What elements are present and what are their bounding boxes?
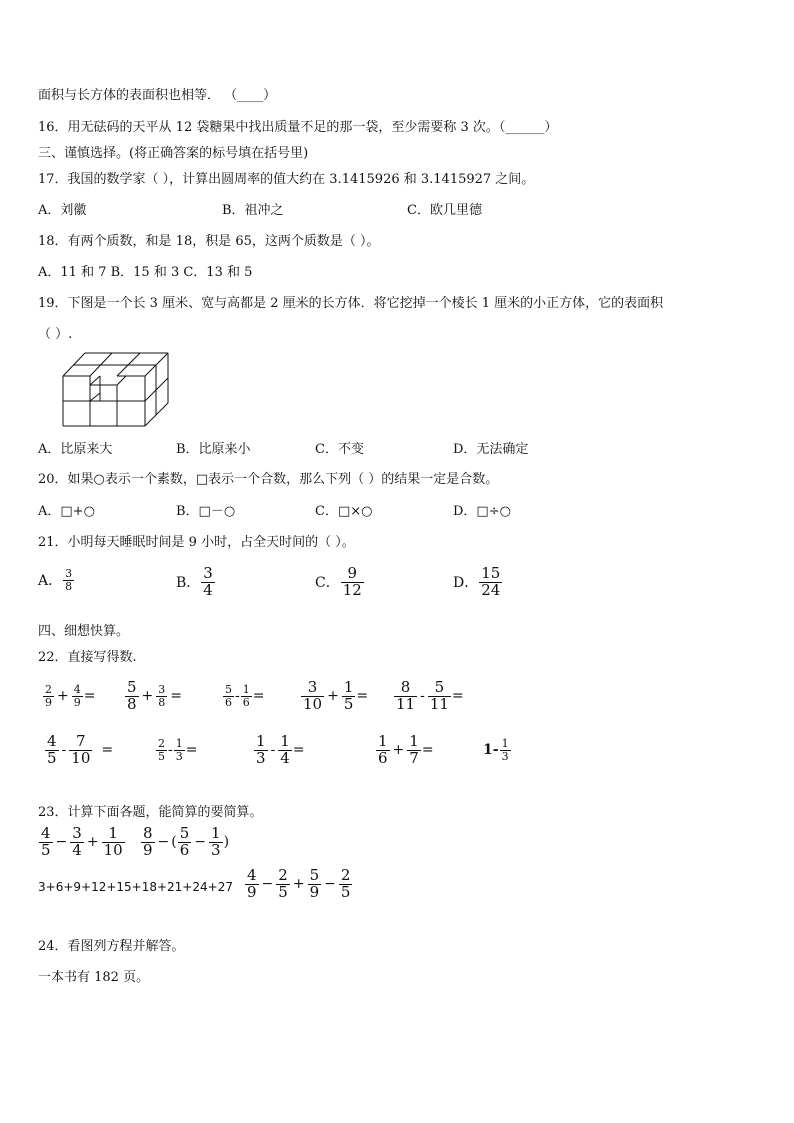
q20-option-d: D．□÷○ bbox=[453, 504, 511, 519]
section-3-heading: 三、谨慎选择。(将正确答案的标号填在括号里) bbox=[38, 146, 309, 161]
operator: + bbox=[292, 876, 305, 893]
operator: − bbox=[55, 834, 68, 851]
operator: + bbox=[141, 688, 154, 705]
denominator: 6 bbox=[225, 695, 232, 709]
right-paren: ) bbox=[223, 834, 230, 851]
denominator: 10 bbox=[103, 840, 123, 859]
operator: − bbox=[157, 834, 170, 851]
q22-expression-10 bbox=[483, 738, 512, 762]
numerator: 1 bbox=[409, 732, 419, 750]
question-19: 19．下图是一个长 3 厘米、宽与高都是 2 厘米的长方体．将它挖掉一个棱长 1 厘米的小正方体，它的表面积 bbox=[38, 296, 664, 311]
q23-expression-b bbox=[140, 826, 229, 859]
numerator: 3 bbox=[307, 678, 318, 696]
denominator: 11 bbox=[429, 694, 449, 713]
numerator: 2 bbox=[278, 866, 288, 884]
q23-expression-d bbox=[244, 868, 353, 901]
numerator: 4 bbox=[47, 732, 57, 750]
q22-expression-8 bbox=[253, 734, 305, 767]
question-24: 24．看图列方程并解答。 bbox=[38, 939, 185, 954]
equals-sign: = bbox=[292, 742, 305, 759]
numerator: 2 bbox=[45, 683, 52, 696]
numerator: 1 bbox=[175, 737, 183, 750]
denominator: 6 bbox=[242, 695, 250, 709]
fraction-denominator: 24 bbox=[481, 580, 501, 599]
fraction-denominator: 4 bbox=[203, 580, 213, 599]
denominator: 9 bbox=[143, 840, 153, 859]
denominator: 3 bbox=[175, 749, 183, 763]
option-label: A． bbox=[38, 573, 63, 590]
numerator: 1 bbox=[378, 732, 388, 750]
question-21: 21．小明每天睡眠时间是 9 小时，占全天时间的（ ）。 bbox=[38, 535, 355, 550]
denominator: 5 bbox=[158, 749, 165, 763]
denominator: 10 bbox=[303, 694, 323, 713]
denominator: 6 bbox=[179, 840, 190, 859]
left-paren: ( bbox=[171, 834, 177, 851]
numerator: 5 bbox=[434, 678, 445, 696]
denominator: 3 bbox=[211, 840, 221, 859]
q22-expression-7 bbox=[155, 738, 197, 762]
fraction-numerator: 3 bbox=[65, 567, 73, 580]
denominator: 5 bbox=[340, 882, 351, 901]
numerator: 3 bbox=[72, 824, 82, 842]
operator: + bbox=[86, 834, 99, 851]
numerator: 1 bbox=[211, 824, 221, 842]
fraction-numerator: 3 bbox=[203, 564, 213, 582]
denominator: 5 bbox=[47, 748, 57, 767]
numerator: 4 bbox=[247, 866, 257, 884]
numerator: 2 bbox=[340, 866, 351, 884]
equals-sign: = bbox=[185, 742, 198, 759]
numerator: 1 bbox=[108, 824, 118, 842]
q21-option-d bbox=[453, 566, 503, 599]
operator: - bbox=[61, 742, 67, 759]
equals-sign: = bbox=[451, 688, 464, 705]
numerator: 4 bbox=[41, 824, 51, 842]
numerator: 8 bbox=[400, 678, 411, 696]
equals-sign: = bbox=[83, 688, 96, 705]
q22-expression-1 bbox=[42, 684, 95, 708]
denominator: 3 bbox=[501, 749, 509, 763]
numerator: 5 bbox=[225, 683, 232, 696]
q17-option-a: A．刘徽 bbox=[38, 203, 87, 218]
numerator: 1 bbox=[256, 732, 266, 750]
numerator: 8 bbox=[143, 824, 153, 842]
q21-option-b bbox=[176, 566, 216, 599]
question-19-blank: （ ）. bbox=[38, 327, 73, 342]
q22-expression-3 bbox=[222, 684, 264, 708]
numerator: 2 bbox=[158, 737, 165, 750]
numerator: 5 bbox=[309, 866, 320, 884]
q23-expression-a bbox=[38, 826, 126, 859]
fraction-denominator: 12 bbox=[342, 580, 362, 599]
numerator: 1 bbox=[242, 683, 250, 696]
section-4-heading: 四、细想快算。 bbox=[38, 624, 130, 639]
equals-sign: = bbox=[356, 688, 369, 705]
fraction-numerator: 15 bbox=[481, 564, 501, 582]
denominator: 5 bbox=[343, 694, 354, 713]
denominator: 8 bbox=[127, 694, 137, 713]
operator: − bbox=[261, 876, 274, 893]
question-16: 16．用无砝码的天平从 12 袋糖果中找出质量不足的那一袋，至少需要称 3 次。（______） bbox=[38, 120, 558, 135]
q19-option-d: D．无法确定 bbox=[453, 442, 529, 457]
q23-expression-c: 3+6+9+12+15+18+21+24+27 bbox=[38, 880, 233, 894]
book-pages-text: 一本书有 182 页。 bbox=[38, 970, 150, 985]
denominator: 10 bbox=[71, 748, 91, 767]
operator: + bbox=[57, 688, 69, 705]
operator: − bbox=[324, 876, 336, 893]
q22-expression-4 bbox=[300, 680, 368, 713]
denominator: 11 bbox=[396, 694, 416, 713]
denominator: 5 bbox=[278, 882, 288, 901]
denominator: 6 bbox=[378, 748, 388, 767]
denominator: 4 bbox=[72, 840, 82, 859]
denominator: 7 bbox=[409, 748, 419, 767]
q22-expression-2 bbox=[124, 680, 184, 713]
operator: - bbox=[420, 688, 425, 705]
q17-option-c: C．欧几里德 bbox=[407, 203, 482, 218]
fraction-numerator: 9 bbox=[347, 564, 358, 582]
q21-option-c bbox=[315, 566, 365, 599]
q19-option-c: C．不变 bbox=[315, 442, 364, 457]
operator: + bbox=[392, 742, 405, 759]
denominator: 9 bbox=[45, 695, 52, 709]
q20-option-b: B．□－○ bbox=[176, 504, 236, 519]
operator: - bbox=[235, 688, 240, 705]
q20-option-c: C．□×○ bbox=[315, 504, 373, 519]
denominator: 9 bbox=[309, 882, 320, 901]
fraction-denominator: 8 bbox=[65, 579, 73, 593]
denominator: 9 bbox=[247, 882, 257, 901]
operator: - bbox=[270, 742, 276, 759]
q17-option-b: B．祖冲之 bbox=[222, 203, 284, 218]
operator: - bbox=[168, 742, 173, 759]
option-label: C． bbox=[315, 575, 340, 592]
question-17: 17．我国的数学家（ ），计算出圆周率的值大约在 3.1415926 和 3.1415927 之间。 bbox=[38, 172, 535, 187]
q19-option-b: B．比原来小 bbox=[176, 442, 251, 457]
q22-expression-5 bbox=[393, 680, 464, 713]
numerator: 4 bbox=[73, 683, 81, 696]
equals-sign: = bbox=[421, 742, 434, 759]
question-22: 22．直接写得数. bbox=[38, 650, 137, 665]
equals-sign: = bbox=[170, 688, 183, 705]
denominator: 5 bbox=[41, 840, 51, 859]
numerator: 1 bbox=[280, 732, 290, 750]
question-23: 23．计算下面各题，能简算的要简算。 bbox=[38, 805, 263, 820]
denominator: 3 bbox=[256, 748, 266, 767]
denominator: 4 bbox=[280, 748, 290, 767]
numerator: 1 bbox=[501, 737, 509, 750]
question-15-tail: 面积与长方体的表面积也相等． （____） bbox=[38, 88, 277, 103]
option-label: D． bbox=[453, 575, 479, 592]
option-label: B． bbox=[176, 575, 201, 592]
operator: + bbox=[327, 688, 339, 705]
numerator: 1 bbox=[343, 678, 354, 696]
question-20: 20．如果○表示一个素数，□表示一个合数，那么下列（ ）的结果一定是合数。 bbox=[38, 472, 499, 487]
question-18: 18．有两个质数，和是 18，积是 65，这两个质数是（ ）。 bbox=[38, 234, 380, 249]
cuboid-figure bbox=[60, 350, 175, 428]
equals-sign: = bbox=[101, 742, 114, 759]
q22-expression-9 bbox=[375, 734, 434, 767]
numerator: 7 bbox=[76, 732, 86, 750]
operator: − bbox=[194, 834, 207, 851]
q18-options: A．11 和 7 B．15 和 3 C．13 和 5 bbox=[38, 265, 253, 280]
q22-expression-6 bbox=[44, 734, 115, 767]
equals-sign: = bbox=[252, 688, 265, 705]
denominator: 9 bbox=[73, 695, 81, 709]
q19-option-a: A．比原来大 bbox=[38, 442, 113, 457]
q21-option-a bbox=[38, 568, 75, 592]
numerator: 5 bbox=[179, 824, 190, 842]
whole-number: 1- bbox=[483, 742, 499, 759]
numerator: 5 bbox=[127, 678, 137, 696]
numerator: 3 bbox=[158, 683, 166, 697]
denominator: 8 bbox=[158, 695, 166, 709]
q20-option-a: A．□+○ bbox=[38, 504, 95, 519]
